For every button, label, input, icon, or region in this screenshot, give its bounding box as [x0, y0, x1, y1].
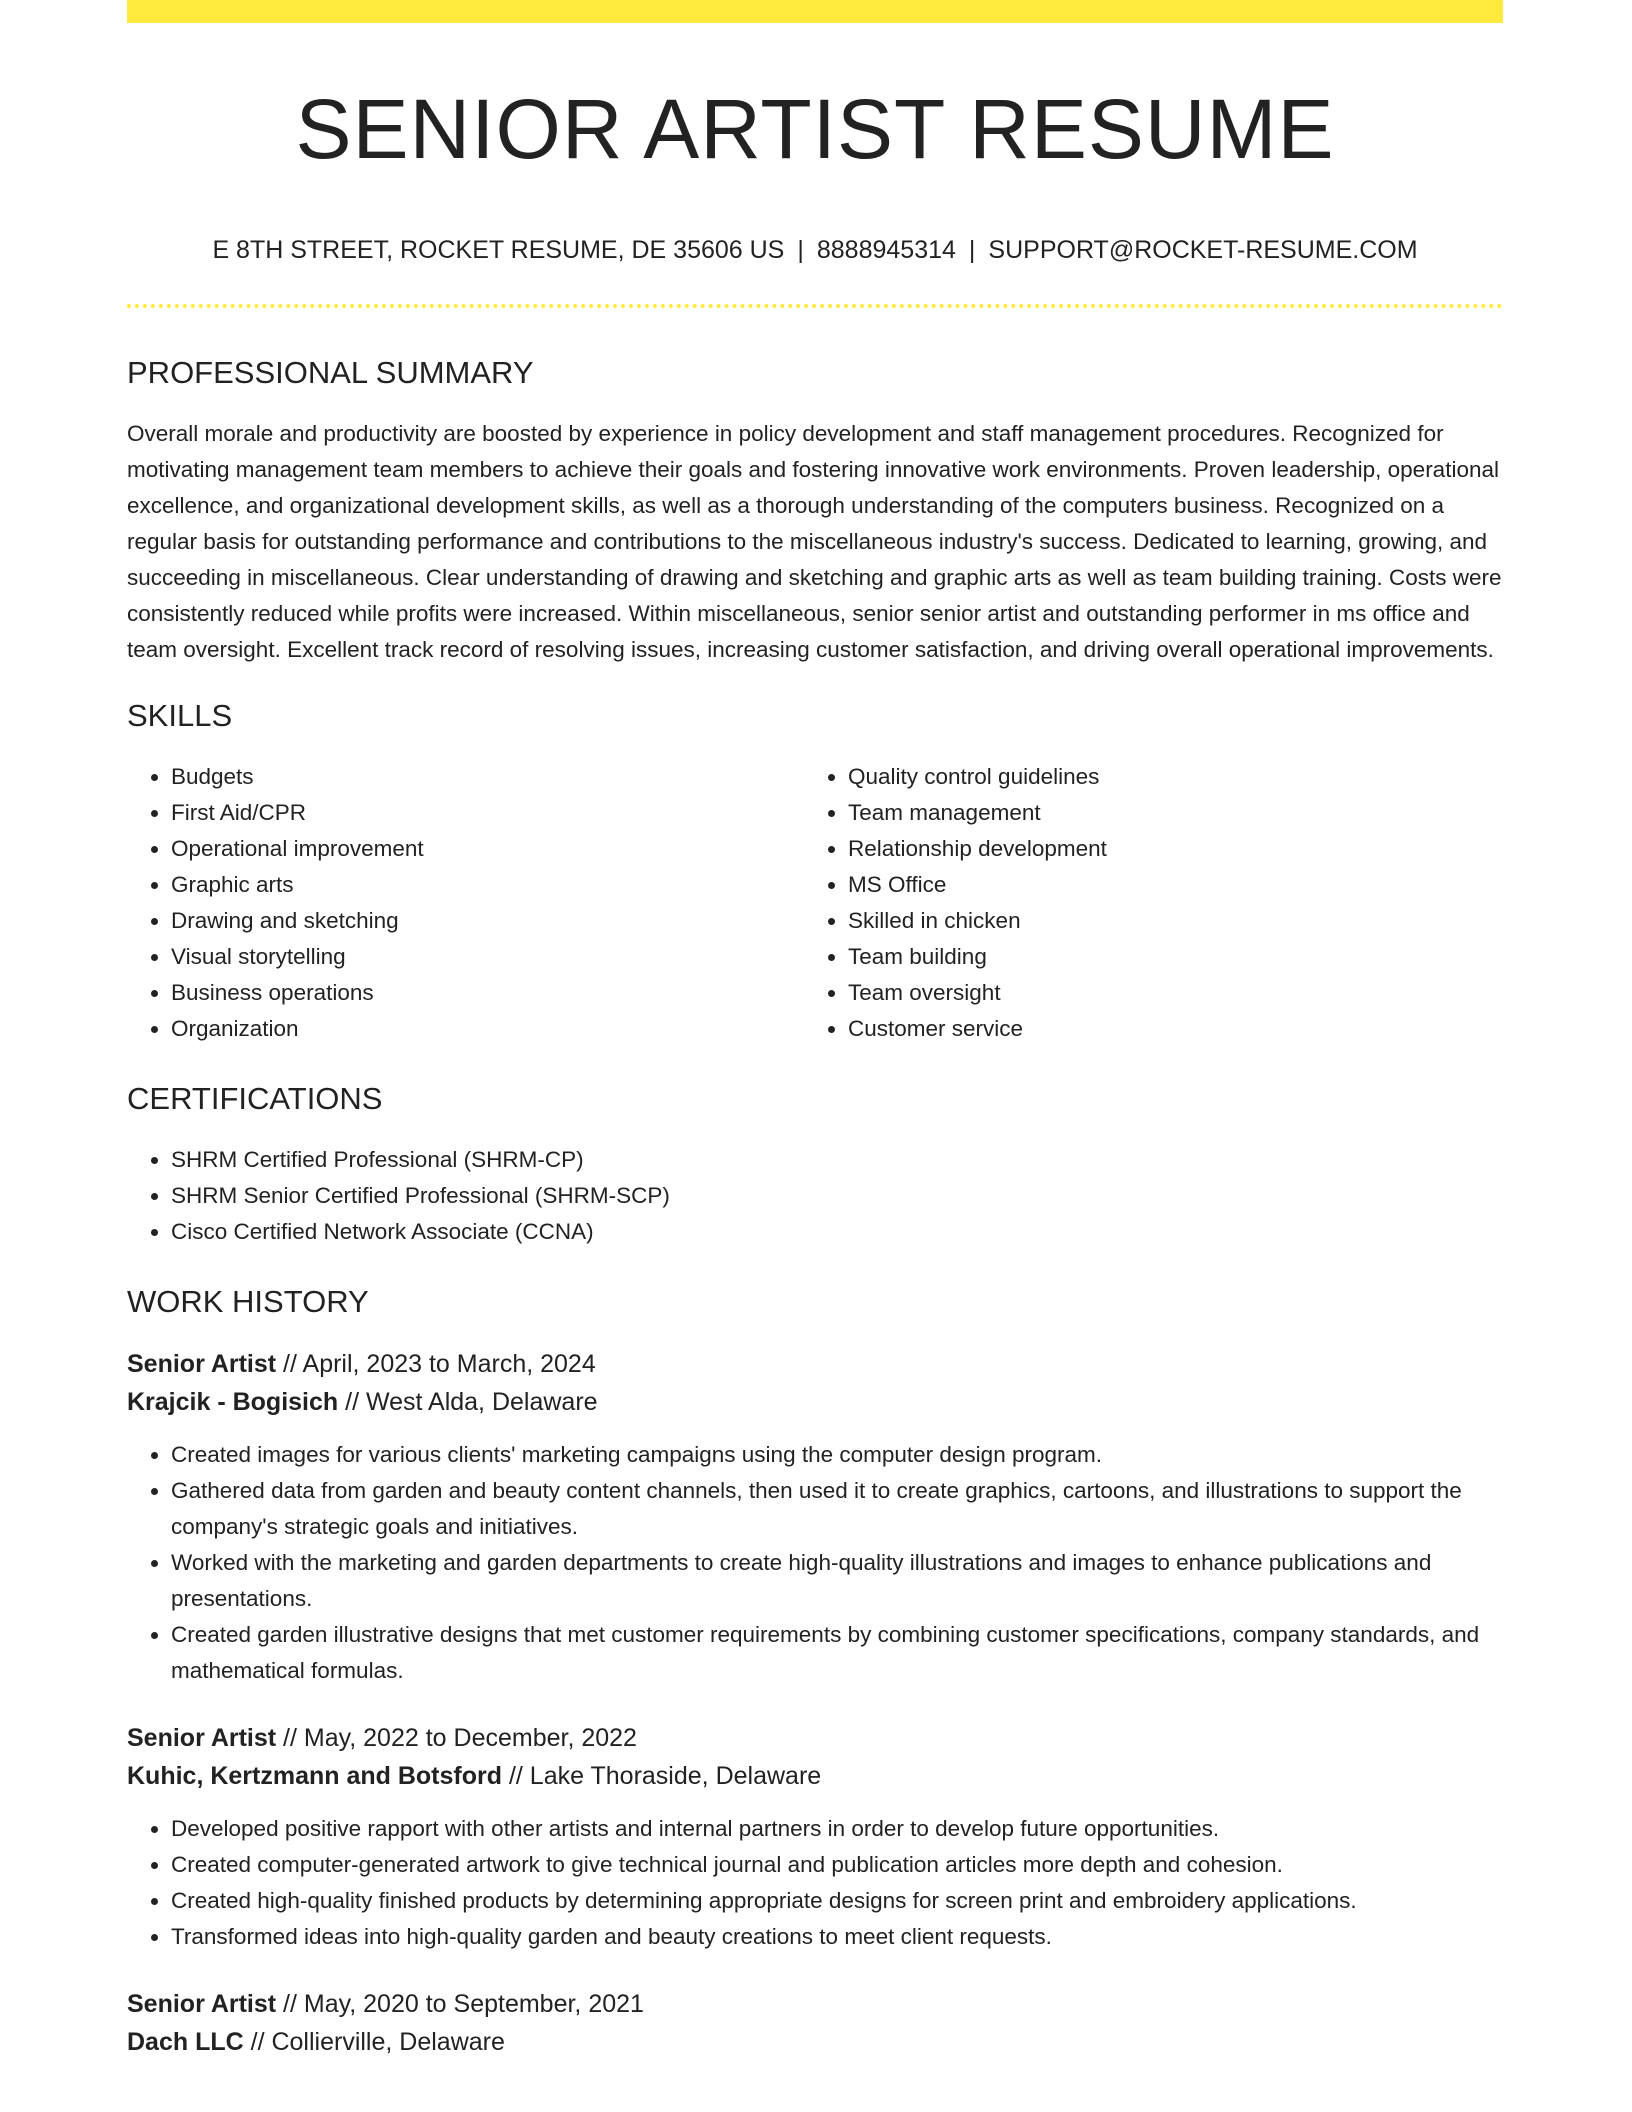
job-entry	[127, 1345, 1503, 1689]
summary-text: Overall morale and productivity are boosted by experience in policy development and staff management procedures. Recognized for motivating management team members to achieve their goals and fostering innovative work environments. Proven leadership, operational excellence, and organizational development skills, as well as a thorough understanding of the computers business. Recognized on a regular basis for outstanding performance and contributions to the miscellaneous industry's success. Dedicated to learning, growing, and succeeding in miscellaneous. Clear understanding of drawing and sketching and graphic arts as well as team building training. Costs were consistently reduced while profits were increased. Within miscellaneous, senior senior artist and outstanding performer in ms office and team oversight. Excellent track record of resolving issues, increasing customer satisfaction, and driving overall operational improvements.	[127, 421, 1502, 662]
job-entry	[127, 1985, 1503, 2061]
skills-column-left	[127, 759, 804, 1047]
skill-item: • Team oversight	[848, 975, 1481, 1011]
skill-item: • Relationship development	[848, 831, 1481, 867]
certification-item: • SHRM Senior Certified Professional (SHRM-SCP)	[171, 1178, 1503, 1214]
job-duties	[127, 1811, 1503, 1955]
skill-item: • Visual storytelling	[171, 939, 804, 975]
job-company-line	[127, 1757, 1503, 1795]
skill-item: • Drawing and sketching	[171, 903, 804, 939]
job-company: Dach LLC	[127, 2028, 244, 2056]
section-heading-summary: PROFESSIONAL SUMMARY	[127, 355, 534, 390]
skill-item: • Quality control guidelines	[848, 759, 1481, 795]
skill-item: • Team building	[848, 939, 1481, 975]
skill-item: • Skilled in chicken	[848, 903, 1481, 939]
accent-bar	[127, 0, 1503, 23]
contact-phone: 8888945314	[816, 236, 956, 264]
duty-item: • Created high-quality finished products by determining appropriate designs for screen print and embroidery applications.	[171, 1883, 1503, 1919]
certification-item: • Cisco Certified Network Associate (CCNA)	[171, 1214, 1503, 1250]
contact-line	[127, 238, 1503, 263]
section-heading-skills: SKILLS	[127, 698, 233, 733]
resume-title: SENIOR ARTIST RESUME	[295, 82, 1335, 176]
job-dates: // April, 2023 to March, 2024	[276, 1350, 596, 1378]
job-title-line	[127, 1719, 1503, 1757]
skill-item: • Budgets	[171, 759, 804, 795]
skill-item: • Organization	[171, 1011, 804, 1047]
skills-column-right	[804, 759, 1481, 1047]
duty-item: • Created computer-generated artwork to give technical journal and publication articles more depth and cohesion.	[171, 1847, 1503, 1883]
job-title-line	[127, 1985, 1503, 2023]
skill-item: • First Aid/CPR	[171, 795, 804, 831]
skill-item: • Team management	[848, 795, 1481, 831]
duty-item: • Gathered data from garden and beauty content channels, then used it to create graphics, cartoons, and illustrations to support the company's strategic goals and initiatives.	[171, 1473, 1503, 1545]
skill-item: • Business operations	[171, 975, 804, 1011]
job-title: Senior Artist	[127, 1724, 277, 1752]
job-company: Kuhic, Kertzmann and Botsford	[127, 1762, 503, 1790]
contact-email: SUPPORT@ROCKET-RESUME.COM	[988, 236, 1418, 264]
contact-separator: |	[968, 236, 976, 264]
job-location: // West Alda, Delaware	[338, 1388, 598, 1416]
dotted-divider	[127, 304, 1503, 308]
job-title-line	[127, 1345, 1503, 1383]
resume-page	[127, 0, 1503, 2061]
skill-item: • Operational improvement	[171, 831, 804, 867]
contact-separator: |	[797, 236, 804, 264]
job-location: // Lake Thoraside, Delaware	[502, 1762, 822, 1790]
duty-item: • Created garden illustrative designs that met customer requirements by combining customer specifications, company standards, and mathematical formulas.	[171, 1617, 1503, 1689]
duty-item: • Created images for various clients' marketing campaigns using the computer design program.	[171, 1437, 1503, 1473]
certifications-list	[127, 1142, 1503, 1250]
job-company: Krajcik - Bogisich	[127, 1388, 339, 1416]
job-company-line	[127, 2023, 1503, 2061]
job-entry	[127, 1719, 1503, 1955]
skill-item: • Customer service	[848, 1011, 1481, 1047]
duty-item: • Worked with the marketing and garden departments to create high-quality illustrations and images to enhance publications and presentations.	[171, 1545, 1503, 1617]
job-title: Senior Artist	[127, 1350, 277, 1378]
job-dates: // May, 2020 to September, 2021	[276, 1990, 644, 2018]
duty-item: • Developed positive rapport with other artists and internal partners in order to develop future opportunities.	[171, 1811, 1503, 1847]
section-heading-certifications: CERTIFICATIONS	[127, 1081, 383, 1116]
job-location: // Collierville, Delaware	[243, 2028, 505, 2056]
duty-item: • Transformed ideas into high-quality garden and beauty creations to meet client requests.	[171, 1919, 1503, 1955]
job-company-line	[127, 1383, 1503, 1421]
section-heading-work-history: WORK HISTORY	[127, 1284, 369, 1319]
contact-address: E 8TH STREET, ROCKET RESUME, DE 35606 US	[212, 236, 785, 264]
job-duties	[127, 1437, 1503, 1689]
certification-item: • SHRM Certified Professional (SHRM-CP)	[171, 1142, 1503, 1178]
job-title: Senior Artist	[127, 1990, 277, 2018]
skill-item: • Graphic arts	[171, 867, 804, 903]
skills-list	[127, 759, 1503, 1047]
job-dates: // May, 2022 to December, 2022	[276, 1724, 637, 1752]
skill-item: • MS Office	[848, 867, 1481, 903]
